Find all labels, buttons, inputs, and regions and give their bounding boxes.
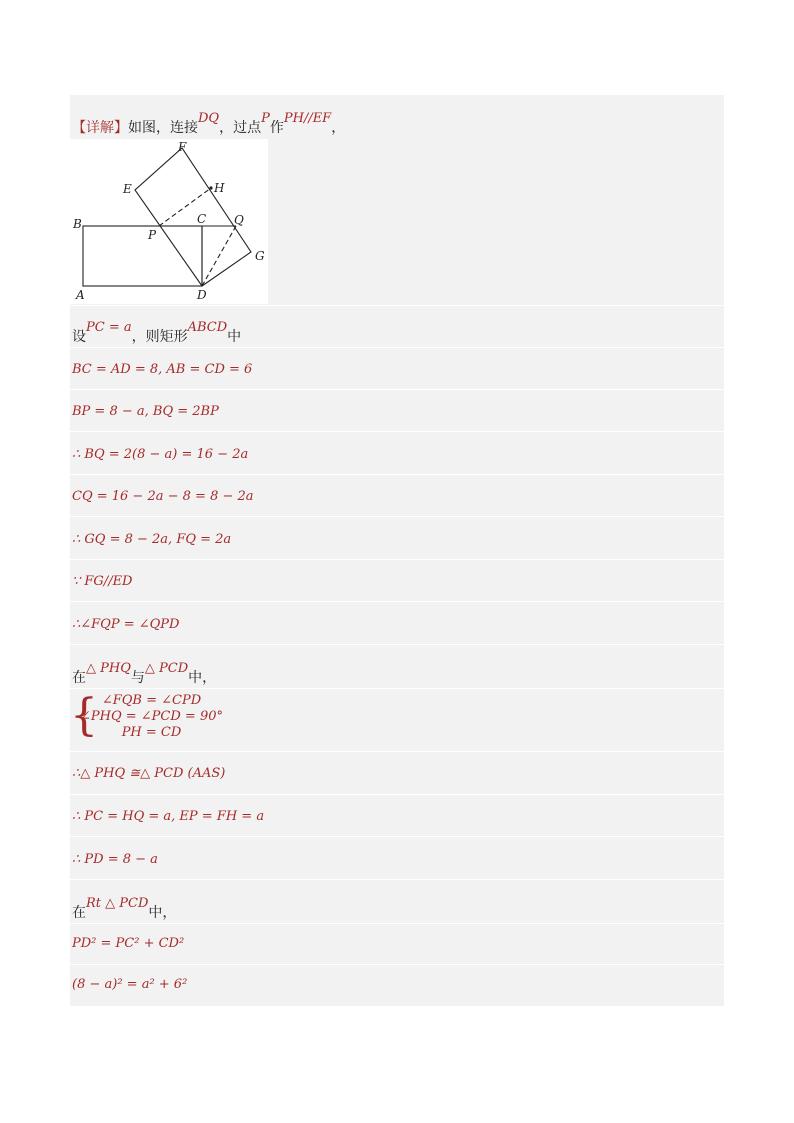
equation-3: ∴ BQ = 2(8 − a) = 16 − 2a (72, 447, 249, 462)
segment-dq (202, 226, 236, 286)
in-row-2 (70, 880, 724, 924)
eq-row-1 (70, 348, 724, 390)
label-b: B (73, 217, 82, 231)
eq-row-10 (70, 837, 724, 880)
intro-line: 【详解】如图，连接DQ，过点P作PH//EF， (72, 111, 346, 136)
eq-row-2 (70, 390, 724, 432)
equation-12: (8 − a)² = a² + 6² (72, 977, 188, 992)
system-line-3: PH = CD (121, 725, 182, 740)
eq-row-7 (70, 602, 724, 645)
equation-11: PD² = PC² + CD² (72, 936, 185, 951)
intro-row (70, 95, 724, 306)
label-c: C (197, 212, 207, 226)
label-g: G (255, 249, 265, 263)
in-row-1 (70, 645, 724, 689)
label-q: Q (234, 213, 244, 227)
equation-2: BP = 8 − a, BQ = 2BP (72, 404, 219, 419)
eq-row-4 (70, 475, 724, 517)
equation-system (80, 693, 223, 741)
label-f: F (178, 140, 187, 154)
let-row (70, 306, 724, 348)
in-line-2: 在Rt △ PCD中， (72, 896, 177, 921)
system-line-1: ∠FQB = ∠CPD (101, 693, 202, 708)
label-e: E (123, 182, 132, 196)
equation-7: ∴∠FQP = ∠QPD (72, 617, 180, 632)
label-h: H (214, 181, 225, 195)
eq-row-9 (70, 795, 724, 837)
detail-tag: 【详解】 (72, 120, 128, 136)
in-line-1: 在△ PHQ与△ PCD中， (72, 661, 217, 686)
eq-row-8 (70, 752, 724, 795)
equation-9: ∴ PC = HQ = a, EP = FH = a (72, 809, 265, 824)
system-line-2: ∠PHQ = ∠PCD = 90° (80, 709, 223, 724)
let-line: 设PC = a，则矩形ABCD中 (72, 320, 242, 345)
label-d: D (197, 288, 207, 302)
eq-row-3 (70, 432, 724, 475)
point-h (209, 186, 212, 189)
equation-8: ∴△ PHQ ≅△ PCD (AAS) (72, 766, 226, 781)
system-row (70, 689, 724, 752)
label-a: A (76, 288, 85, 302)
equation-1: BC = AD = 8, AB = CD = 6 (72, 362, 253, 377)
label-p: P (148, 228, 157, 242)
equation-6: ∵ FG//ED (72, 574, 133, 589)
eq-row-12 (70, 965, 724, 1006)
eq-row-5 (70, 517, 724, 560)
left-brace: { (70, 690, 98, 741)
geometry-figure (70, 139, 268, 304)
equation-10: ∴ PD = 8 − a (72, 852, 158, 867)
equation-5: ∴ GQ = 8 − 2a, FQ = 2a (72, 532, 232, 547)
equation-4: CQ = 16 − 2a − 8 = 8 − 2a (72, 489, 254, 504)
eq-row-6 (70, 560, 724, 602)
solution-panel (70, 95, 724, 1006)
eq-row-11 (70, 924, 724, 965)
rectangle-abcd (83, 226, 202, 286)
